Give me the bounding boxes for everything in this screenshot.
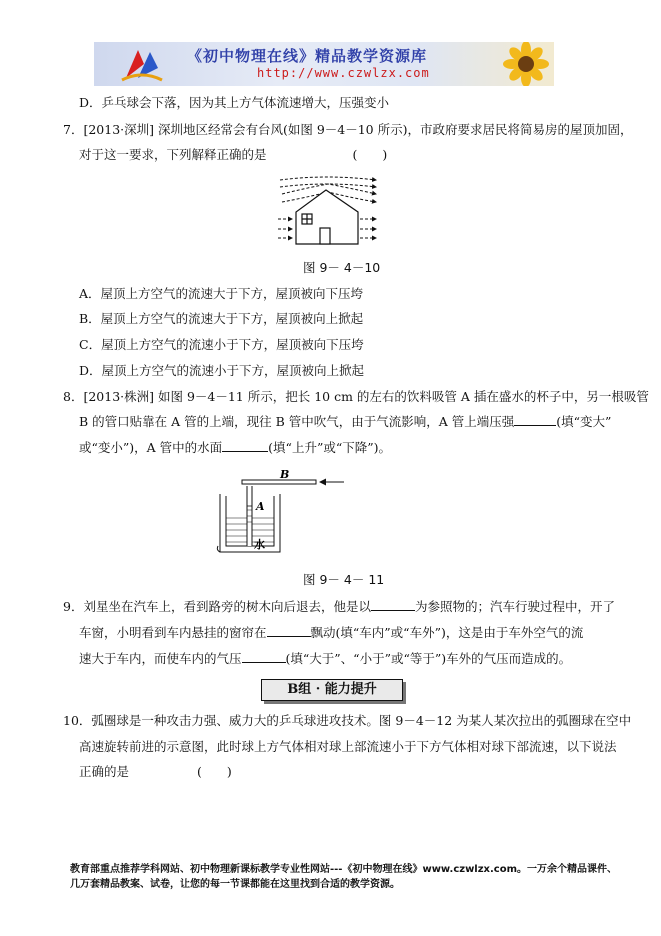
q9-blank-1 — [371, 598, 415, 611]
q8-stem-line1: 8．[2013·株洲] 如图 9－4－11 所示，把长 10 cm 的左右的饮料吸管 A 插在盛水的杯子中，另一根吸管 — [63, 389, 649, 404]
house-wind-figure — [276, 172, 384, 248]
group-b-heading: B组 · 能力提升 — [261, 679, 403, 701]
q7-option-c: C．屋顶上方空气的流速小于下方，屋顶被向下压垮 — [79, 337, 364, 352]
q8-stem-line2: B 的管口贴靠在 A 管的上端，现往 B 管中吹气，由于气流影响，A 管上端压强 (填“变大” — [79, 414, 612, 429]
q10-stem-line1: 10．弧圈球是一种攻击力强、威力大的乒乓球进攻技术。图 9－4－12 为某人某次拉出的弧圈球在空中 — [63, 713, 632, 728]
logo-icon — [118, 44, 166, 84]
label-a: A — [256, 500, 265, 513]
q8-figure-caption: 图 9－ 4－ 11 — [303, 572, 385, 587]
sunflower-icon — [498, 42, 554, 86]
q10-stem-line2: 高速旋转前进的示意图，此时球上方气体相对球上部流速小于下方气体相对球下部流速，以下说法 — [79, 739, 617, 754]
q7-stem-line2: 对于这一要求，下列解释正确的是 ( ) — [79, 147, 388, 162]
q8-blank-2 — [222, 439, 268, 452]
straw-cup-figure — [216, 466, 348, 558]
banner-title: 《初中物理在线》精品教学资源库 — [187, 47, 428, 65]
q6-option-d: D．乒乓球会下落，因为其上方气体流速增大，压强变小 — [79, 95, 390, 110]
q7-option-b: B．屋顶上方空气的流速大于下方，屋顶被向上掀起 — [79, 311, 364, 326]
q7-option-d: D．屋顶上方空气的流速小于下方，屋顶被向上掀起 — [79, 363, 365, 378]
footer-line1: 教育部重点推荐学科网站、初中物理新课标教学专业性网站---《初中物理在线》www.czwlzx.com。一万余个精品课件、 — [70, 864, 618, 875]
q9-stem-line3: 速大于车内，而使车内的气压 (填“大于”、“小于”或“等于”)车外的气压而造成的。 — [79, 651, 572, 666]
q10-stem-line3: 正确的是 ( ) — [79, 764, 232, 779]
label-b: B — [280, 468, 290, 481]
q8-stem-line3: 或“变小”)，A 管中的水面 (填“上升”或“下降”)。 — [79, 440, 391, 455]
q8-blank-1 — [514, 413, 556, 426]
q9-blank-3 — [242, 650, 286, 663]
q7-figure-caption: 图 9－ 4－10 — [303, 260, 381, 275]
q9-stem-line2: 车窗，小明看到车内悬挂的窗帘在 飘动(填“车内”或“车外”)，这是由于车外空气的流 — [79, 625, 584, 640]
footer-line2: 几万套精品教案、试卷，让您的每一节课都能在这里找到合适的教学资源。 — [70, 879, 400, 890]
q7-option-a: A．屋顶上方空气的流速大于下方，屋顶被向下压垮 — [79, 286, 364, 301]
banner-url: http://www.czwlzx.com — [257, 66, 430, 80]
header-banner — [94, 42, 554, 86]
q9-blank-2 — [267, 624, 311, 637]
label-water: 水 — [254, 538, 265, 551]
q9-stem-line1: 9．刘星坐在汽车上，看到路旁的树木向后退去，他是以 为参照物的；汽车行驶过程中，开了 — [63, 599, 615, 614]
q7-stem-line1: 7．[2013·深圳] 深圳地区经常会有台风(如图 9－4－10 所示)，市政府要求居民将简易房的屋顶加固， — [63, 122, 633, 137]
